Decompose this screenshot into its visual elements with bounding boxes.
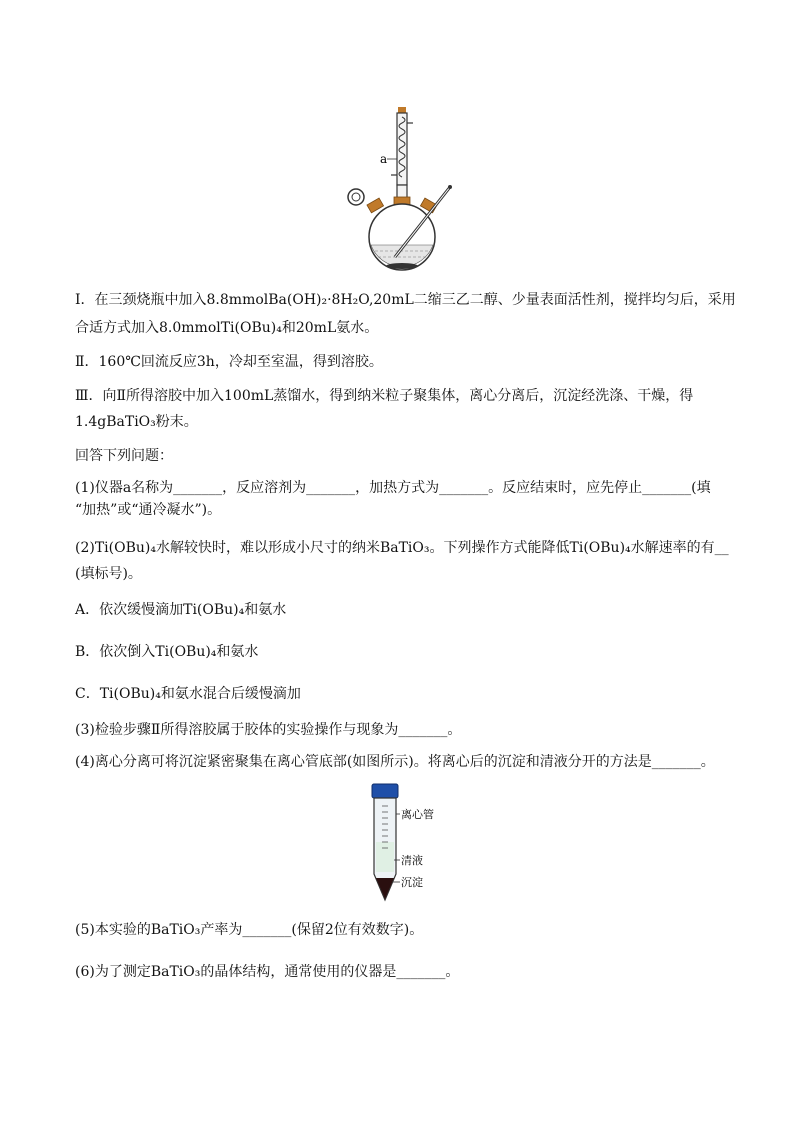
precipitate: [376, 878, 394, 899]
stir-bar: [386, 263, 418, 269]
question-2-line-1: (2)Ti(OBu)₄水解较快时，难以形成小尺寸的纳米BaTiO₃。下列操作方式能降低Ti(OBu)₄水解速率的有__: [75, 540, 729, 556]
label-a: a: [380, 152, 388, 166]
centrifuge-tube-figure: [360, 782, 460, 904]
label-supernatant: 清液: [401, 854, 423, 867]
questions-intro: 回答下列问题：: [75, 448, 173, 464]
left-ring: [348, 189, 364, 205]
question-5: (5)本实验的BaTiO₃产率为_______(保留2位有效数字)。: [75, 922, 424, 938]
question-2-line-2: (填标号)。: [75, 566, 142, 582]
step-1-line-1: Ⅰ．在三颈烧瓶中加入8.8mmolBa(OH)₂·8H₂O,20mL二缩三乙二醇、少量表面活性剂，搅拌均匀后，采用: [75, 292, 736, 308]
step-3-line-2: 1.4gBaTiO₃粉末。: [75, 414, 198, 430]
option-a: A．依次缓慢滴加Ti(OBu)₄和氨水: [75, 602, 287, 618]
question-1-line-2: “加热”或“通冷凝水”)。: [75, 502, 222, 518]
label-precipitate: 沉淀: [401, 876, 423, 889]
step-1-line-2: 合适方式加入8.0mmolTi(OBu)₄和20mL氨水。: [75, 320, 379, 336]
label-centrifuge-tube: 离心管: [401, 808, 434, 821]
apparatus-figure: [340, 105, 460, 275]
option-c: C．Ti(OBu)₄和氨水混合后缓慢滴加: [75, 686, 301, 702]
question-3: (3)检验步骤Ⅱ所得溶胶属于胶体的实验操作与现象为_______。: [75, 722, 462, 738]
option-b: B．依次倒入Ti(OBu)₄和氨水: [75, 644, 259, 660]
condenser-stopper: [398, 107, 406, 113]
step-2: Ⅱ．160℃回流反应3h，冷却至室温，得到溶胶。: [75, 354, 383, 370]
question-1-line-1: (1)仪器a名称为_______，反应溶剂为_______，加热方式为_______。反应结束时，应先停止_______(填: [75, 480, 711, 496]
question-4: (4)离心分离可将沉淀紧密聚集在离心管底部(如图所示)。将离心后的沉淀和清液分开的方法是_______。: [75, 754, 715, 770]
tube-cap: [372, 784, 398, 798]
condenser-a: [397, 113, 407, 185]
question-6: (6)为了测定BaTiO₃的晶体结构，通常使用的仪器是_______。: [75, 964, 460, 980]
step-3-line-1: Ⅲ．向Ⅱ所得溶胶中加入100mL蒸馏水，得到纳米粒子聚集体，离心分离后，沉淀经洗涤、干燥，得: [75, 388, 694, 404]
